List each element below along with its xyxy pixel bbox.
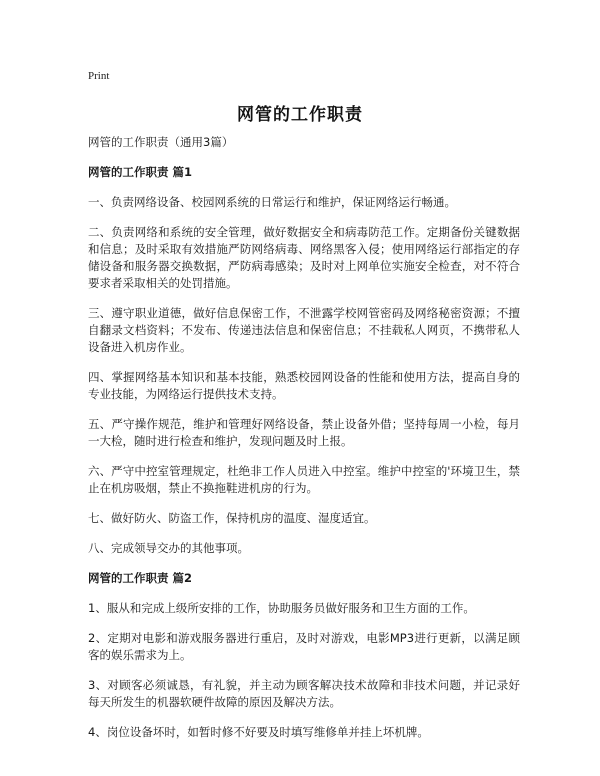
paragraph: 4、岗位设备坏时，如暂时修不好要及时填写维修单并挂上坏机牌。 [88, 725, 429, 739]
section-heading: 网管的工作职责 篇1 [88, 165, 193, 179]
paragraph: 一、负责网络设备、校园网系统的日常运行和维护，保证网络运行畅通。 [88, 195, 456, 209]
document-title: 网管的工作职责 [237, 105, 363, 125]
paragraph: 3、对顾客必须诚恳，有礼貌，并主动为顾客解决技术故障和非技术问题，并记录好每天所发生的机器软硬件故障的原因及解决方法。 [88, 678, 520, 709]
document-body [88, 134, 520, 754]
paragraph: 1、服从和完成上级所安排的工作，协助服务员做好服务和卫生方面的工作。 [88, 601, 475, 615]
paragraph: 七、做好防火、防盗工作，保持机房的温度、湿度适宜。 [88, 511, 376, 525]
print-label: Print [88, 70, 110, 82]
section-heading: 网管的工作职责 篇2 [88, 571, 193, 585]
section-1 [88, 164, 520, 557]
paragraph: 三、遵守职业道德，做好信息保密工作，不泄露学校网管密码及网络秘密资源；不擅自翻录文档资料；不发布、传递违法信息和保密信息；不挂载私人网页，不携带私人设备进入机房作业。 [88, 306, 520, 354]
paragraph: 六、严守中控室管理规定，杜绝非工作人员进入中控室。维护中控室的'环境卫生，禁止在机房吸烟，禁止不换拖鞋进机房的行为。 [88, 464, 520, 495]
paragraph: 五、严守操作规范，维护和管理好网络设备，禁止设备外借；坚持每周一小检，每月一大检，随时进行检查和维护，发现问题及时上报。 [88, 417, 520, 448]
document-subtitle: 网管的工作职责（通用3篇） [88, 135, 234, 149]
paragraph: 四、掌握网络基本知识和基本技能，熟悉校园网设备的性能和使用方法，提高自身的专业技能，为网络运行提供技术支持。 [88, 370, 520, 401]
section-2 [88, 570, 520, 741]
paragraph: 2、定期对电影和游戏服务器进行重启，及时对游戏，电影MP3进行更新，以满足顾客的娱乐需求为上。 [88, 631, 520, 662]
paragraph: 八、完成领导交办的其他事项。 [88, 541, 249, 555]
paragraph: 二、负责网络和系统的安全管理，做好数据安全和病毒防范工作。定期备份关键数据和信息；及时采取有效措施严防网络病毒、网络黑客入侵；使用网络运行部指定的存储设备和服务器交换数据，严防病毒感染；及时对上网单位实施安全检查，对不符合要求者采取相关的处罚措施。 [88, 225, 520, 290]
